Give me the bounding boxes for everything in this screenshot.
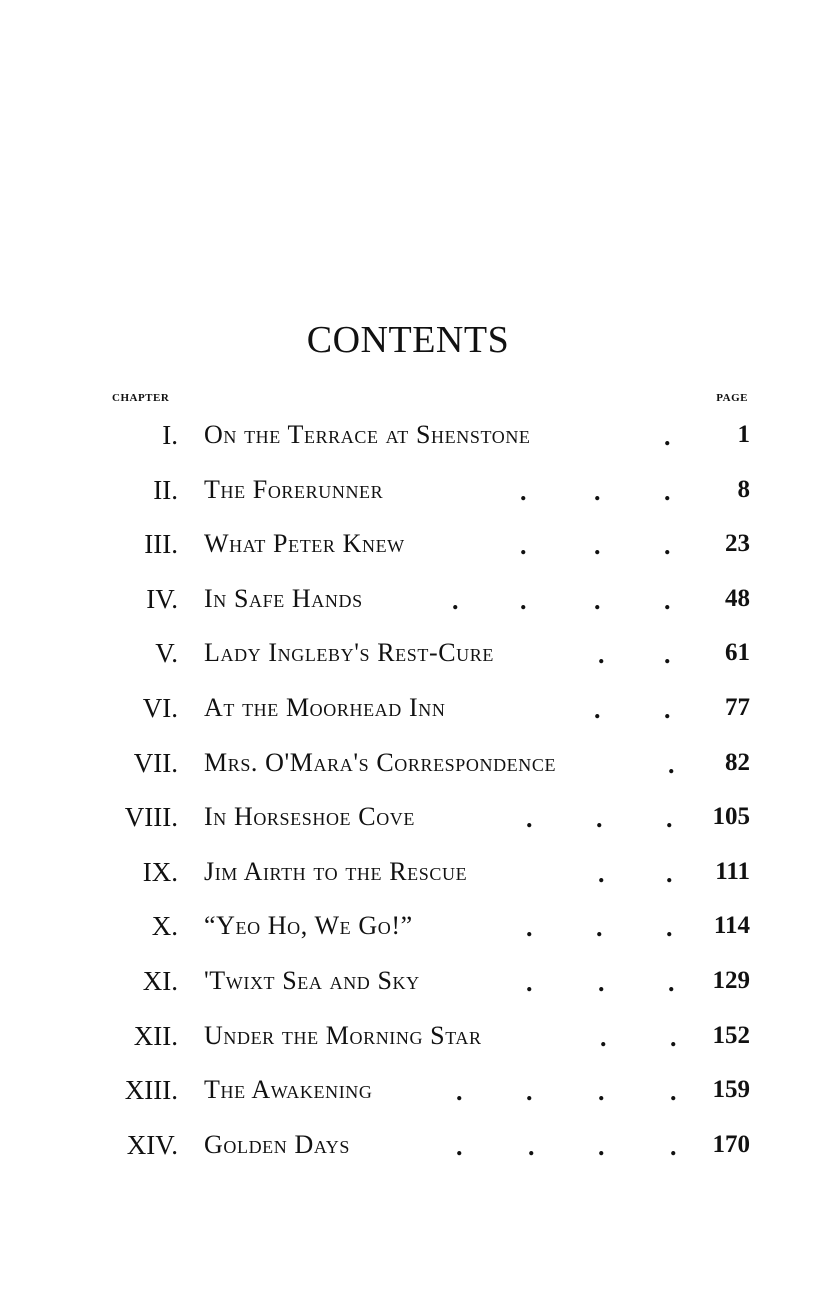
dot-leader: . bbox=[670, 1022, 677, 1052]
chapter-title: The Awakening bbox=[204, 1075, 373, 1105]
dot-leader: . bbox=[594, 694, 601, 724]
chapter-numeral: IX. bbox=[142, 856, 178, 887]
chapter-numeral: XIV. bbox=[126, 1129, 178, 1160]
chapter-numeral: XIII. bbox=[124, 1075, 178, 1106]
dot-leader: . bbox=[664, 476, 671, 506]
toc-entry[interactable] bbox=[0, 412, 816, 467]
chapter-title: On the Terrace at Shenstone bbox=[204, 420, 531, 449]
chapter-numeral: V. bbox=[155, 638, 178, 669]
chapter-numeral: II. bbox=[153, 474, 178, 505]
toc-entry[interactable] bbox=[0, 630, 816, 685]
toc-entry[interactable] bbox=[0, 467, 816, 522]
dot-leader: . bbox=[526, 1077, 533, 1107]
dot-leader: . bbox=[664, 694, 671, 724]
dot-leader: . bbox=[598, 967, 605, 997]
toc-entry[interactable] bbox=[0, 521, 816, 576]
page-number: 48 bbox=[725, 584, 750, 612]
toc-entry[interactable] bbox=[0, 849, 816, 904]
dot-leader: . bbox=[526, 967, 533, 997]
dot-leader: . bbox=[666, 804, 673, 834]
toc-entry[interactable] bbox=[0, 740, 816, 795]
dot-leader: . bbox=[666, 858, 673, 888]
chapter-title: Under the Morning Star bbox=[204, 1020, 482, 1050]
dot-leader: . bbox=[668, 967, 675, 997]
chapter-title: Lady Ingleby's Rest-Cure bbox=[204, 638, 494, 668]
chapter-title: 'Twixt Sea and Sky bbox=[204, 965, 420, 995]
dot-leader: . bbox=[520, 585, 527, 615]
page-number: 129 bbox=[712, 966, 750, 994]
chapter-numeral: III. bbox=[144, 529, 178, 560]
dot-leader: . bbox=[670, 1077, 677, 1107]
toc-entry[interactable] bbox=[0, 794, 816, 849]
chapter-numeral: X. bbox=[151, 911, 178, 942]
chapter-title: Mrs. O'Mara's Correspondence bbox=[204, 747, 557, 777]
page-column-label: PAGE bbox=[716, 392, 748, 404]
page-number: 82 bbox=[725, 748, 750, 776]
page-number: 61 bbox=[725, 639, 750, 667]
page-number: 114 bbox=[713, 912, 750, 940]
chapter-column-label: CHAPTER bbox=[112, 392, 170, 404]
table-of-contents bbox=[0, 412, 816, 1176]
chapter-numeral: XII. bbox=[133, 1020, 178, 1051]
dot-leader: . bbox=[600, 1022, 607, 1052]
dot-leader: . bbox=[520, 476, 527, 506]
dot-leader: . bbox=[666, 913, 673, 943]
page-title: CONTENTS bbox=[306, 319, 510, 361]
page-number: 105 bbox=[712, 803, 750, 831]
dot-leader: . bbox=[668, 749, 675, 779]
chapter-title: In Horseshoe Cove bbox=[204, 802, 415, 832]
toc-entry[interactable] bbox=[0, 1013, 816, 1068]
dot-leader: . bbox=[664, 422, 671, 451]
dot-leader: . bbox=[594, 585, 601, 615]
dot-leader: . bbox=[664, 585, 671, 615]
dot-leader: . bbox=[664, 640, 671, 670]
toc-entry[interactable] bbox=[0, 685, 816, 740]
chapter-title: “Yeo Ho, We Go!” bbox=[204, 911, 413, 941]
page-number: 152 bbox=[712, 1021, 750, 1049]
page-number: 159 bbox=[712, 1076, 750, 1104]
chapter-numeral: XI. bbox=[142, 965, 178, 996]
dot-leader: . bbox=[598, 1131, 605, 1161]
toc-entry[interactable] bbox=[0, 1067, 816, 1122]
page-number: 1 bbox=[737, 421, 750, 448]
chapter-title: What Peter Knew bbox=[204, 529, 405, 559]
page-number: 111 bbox=[715, 857, 750, 885]
page-number: 77 bbox=[725, 693, 750, 721]
dot-leader: . bbox=[598, 1077, 605, 1107]
dot-leader: . bbox=[526, 913, 533, 943]
chapter-numeral: VII. bbox=[133, 747, 178, 778]
dot-leader: . bbox=[456, 1131, 463, 1161]
dot-leader: . bbox=[596, 804, 603, 834]
dot-leader: . bbox=[594, 476, 601, 506]
dot-leader: . bbox=[526, 804, 533, 834]
dot-leader: . bbox=[664, 531, 671, 561]
chapter-numeral: I. bbox=[162, 420, 178, 450]
chapter-title: At the Moorhead Inn bbox=[204, 692, 446, 722]
dot-leader: . bbox=[598, 858, 605, 888]
toc-entry[interactable] bbox=[0, 958, 816, 1013]
chapter-title: Golden Days bbox=[204, 1129, 350, 1159]
dot-leader: . bbox=[452, 585, 459, 615]
dot-leader: . bbox=[596, 913, 603, 943]
toc-entry[interactable] bbox=[0, 903, 816, 958]
dot-leader: . bbox=[520, 531, 527, 561]
dot-leader: . bbox=[598, 640, 605, 670]
toc-entry[interactable] bbox=[0, 576, 816, 631]
chapter-title: The Forerunner bbox=[204, 474, 384, 504]
chapter-numeral: VI. bbox=[142, 692, 178, 723]
dot-leader: . bbox=[594, 531, 601, 561]
dot-leader: . bbox=[528, 1131, 535, 1161]
dot-leader: . bbox=[670, 1131, 677, 1161]
page-number: 23 bbox=[725, 530, 750, 558]
chapter-numeral: VIII. bbox=[124, 802, 178, 833]
chapter-numeral: IV. bbox=[146, 583, 178, 614]
page-number: 170 bbox=[712, 1130, 750, 1158]
chapter-title: In Safe Hands bbox=[204, 583, 363, 613]
page-number: 8 bbox=[737, 475, 750, 503]
dot-leader: . bbox=[456, 1077, 463, 1107]
toc-entry[interactable] bbox=[0, 1122, 816, 1177]
chapter-title: Jim Airth to the Rescue bbox=[204, 856, 468, 886]
